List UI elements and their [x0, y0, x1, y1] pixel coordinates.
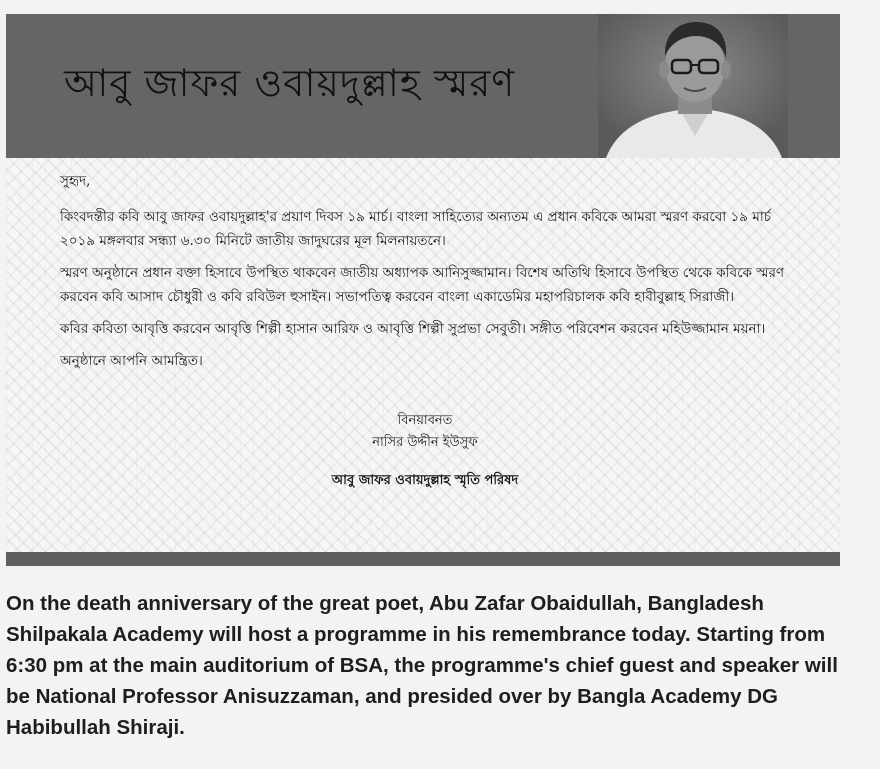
letter-paragraph: স্মরণ অনুষ্ঠানে প্রধান বক্তা হিসাবে উপস্থিত থাকবেন জাতীয় অধ্যাপক আনিসুজ্জামান। বিশেষ অতিথি হিসাবে উপস্থিত থেকে কবিকে স্মরণ করবেন কবি আসাদ চৌধুরী ও কবি রবিউল হুসাইন। সভাপতিত্ব করবেন বাংলা একাডেমির মহাপরিচালক কবি হাবীবুল্লাহ সিরাজী।: [60, 265, 785, 305]
banner: [6, 14, 840, 158]
poet-portrait-photo: [598, 14, 788, 158]
letter-paragraph: কিংবদন্তীর কবি আবু জাফর ওবায়দুল্লাহ'র প্রয়াণ দিবস ১৯ মার্চ। বাংলা সাহিত্যের অন্যতম এ প্রধান কবিকে আমরা স্মরণ করবো ১৯ মার্চ ২০১৯ মঙ্গলবার সন্ধ্যা ৬.৩০ মিনিটে জাতীয় জাদুঘরের মূল মিলনায়তনে।: [60, 209, 772, 249]
closing: বিনয়াবনত: [397, 413, 453, 428]
banner-title: আবু জাফর ওবায়দুল্লাহ স্মরণ: [64, 61, 516, 105]
news-caption: On the death anniversary of the great poet, Abu Zafar Obaidullah, Bangladesh Shilpakala Academy will host a programme in his remembrance today. Starting from 6:30 pm at the main auditorium of BSA, the programme's chief guest and speaker will be National Professor Anisuzzaman, and presided over by Bangla Academy DG Habibullah Shiraji.: [6, 592, 838, 739]
bottom-bar: [6, 552, 840, 566]
organization: আবু জাফর ওবায়দুল্লাহ স্মৃতি পরিষদ: [331, 473, 519, 488]
letter-paragraph: অনুষ্ঠানে আপনি আমন্ত্রিত।: [60, 353, 203, 369]
invitation-card: [6, 14, 840, 566]
salutation: সুহৃদ,: [60, 173, 91, 189]
signatory: নাসির উদ্দীন ইউসুফ: [372, 435, 478, 450]
invitation-letter: [60, 169, 790, 488]
signoff: [60, 410, 790, 492]
letter-paragraph: কবির কবিতা আবৃত্তি করবেন আবৃত্তি শিল্পী হাসান আরিফ ও আবৃত্তি শিল্পী সুপ্রভা সেবুতী। সঙ্গীত পরিবেশন করবেন মহিউজ্জামান ময়না।: [60, 321, 766, 337]
